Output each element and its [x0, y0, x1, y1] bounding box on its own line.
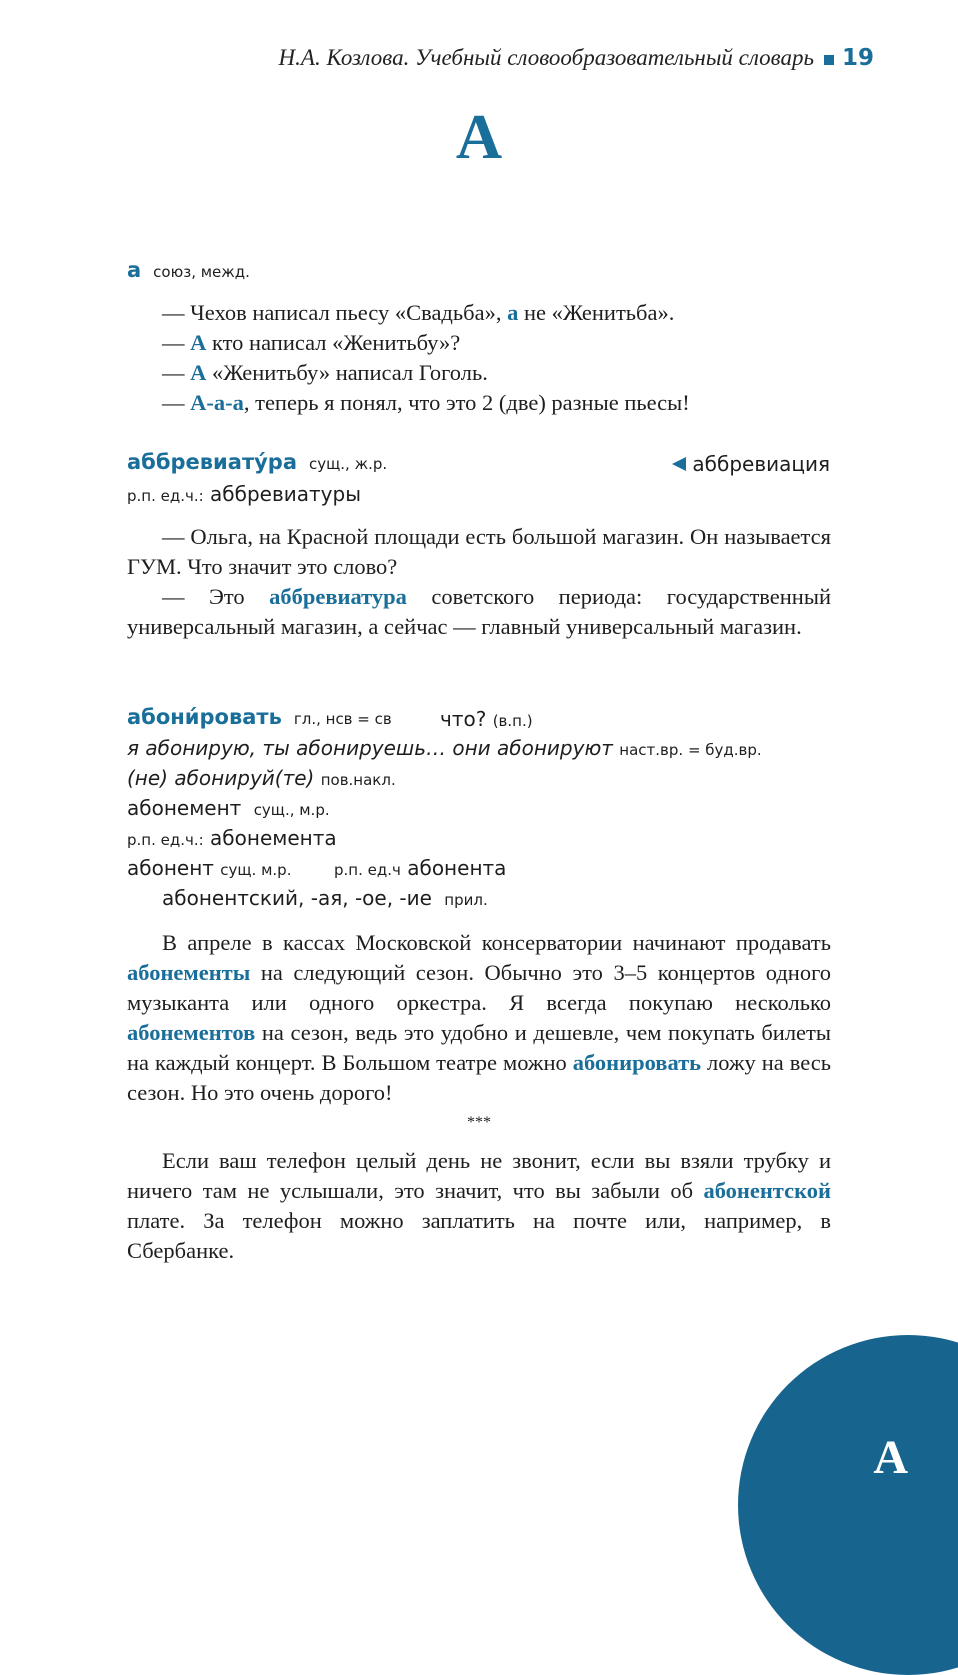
- gen-label: р.п. ед.ч: [334, 861, 401, 879]
- page-number: 19: [841, 45, 874, 71]
- imperative-forms: (не) абонируй(те): [127, 766, 315, 790]
- dialog-highlight: аббревиатура: [269, 584, 407, 609]
- conjugation-line: [127, 736, 762, 760]
- derived-abonent-gen: [334, 856, 506, 880]
- dialog-text: —: [162, 330, 191, 355]
- derivation-word: аббревиация: [692, 452, 830, 476]
- question-case: (в.п.): [492, 712, 533, 730]
- dialog-a-line: [162, 388, 690, 418]
- paragraph-text: Если ваш телефон целый день не звонит, если вы взяли трубку и ничего там не услышали, это значит, что вы забыли об: [127, 1148, 831, 1203]
- derived-grammar: сущ., м.р.: [253, 801, 330, 819]
- government-question: [440, 707, 533, 731]
- dialog-text: советского периода: государственный универсальный магазин, а сейчас — главный универсальный магазин.: [127, 584, 831, 639]
- entry-abbreviatura-head: [127, 450, 387, 474]
- paragraph-text: на следующий сезон. Обычно это 3–5 концертов одного музыканта или одного оркестра. Я всегда покупаю несколько: [127, 960, 831, 1015]
- corner-tab: [738, 1335, 958, 1675]
- entry-a-head: [127, 258, 250, 282]
- derived-abonent: [127, 856, 291, 880]
- gen-form: абонемента: [210, 826, 337, 850]
- grammar-a: союз, межд.: [153, 263, 250, 281]
- dialog-text: — Ольга, на Красной площади есть большой магазин. Он называется ГУМ. Что значит это слово?: [127, 524, 831, 579]
- derived-abonement: [127, 796, 330, 820]
- dialog-text: —: [162, 360, 191, 385]
- gen-form-abbreviatura: [127, 482, 361, 506]
- paragraph-text: на сезон, ведь это удобно и дешевле, чем покупать билеты на каждый концерт. В Большом театре можно: [127, 1020, 831, 1075]
- highlighted-term: абонементов: [127, 1020, 256, 1045]
- derived-abonement-gen: [127, 826, 337, 850]
- headword-a: а: [127, 258, 142, 282]
- imperative-line: [127, 766, 396, 790]
- dialog-a-line: [162, 298, 674, 328]
- running-title: Н.А. Козлова. Учебный словообразовательный словарь: [278, 45, 814, 70]
- dialog-abbreviatura-2: [127, 582, 831, 642]
- grammar-abbreviatura: сущ., ж.р.: [309, 455, 388, 473]
- dialog-text: «Женитьбу» написал Гоголь.: [206, 360, 488, 385]
- dialog-text: не «Женитьба».: [518, 300, 675, 325]
- conjugation-forms: я абонирую, ты абонируешь… они абонируют: [127, 736, 613, 760]
- highlighted-term: абонементы: [127, 960, 251, 985]
- derived-abonentsky: [162, 886, 488, 910]
- dialog-highlight: а: [507, 300, 519, 325]
- entry-abonirovat-head: [127, 705, 392, 729]
- corner-tab-letter: А: [873, 1431, 908, 1484]
- dialog-highlight: А-а-а: [190, 390, 244, 415]
- dialog-text: — Чехов написал пьесу «Свадьба»,: [162, 300, 508, 325]
- example-paragraph-1: [127, 928, 831, 1108]
- paragraph-text: ложу на весь сезон. Но это очень дорого!: [127, 1050, 832, 1105]
- paragraph-text: плате. За телефон можно заплатить на почте или, например, в Сбербанке.: [127, 1208, 831, 1263]
- dialog-a-line: [162, 358, 488, 388]
- separator: ***: [467, 1114, 491, 1131]
- dialog-text: кто написал «Женитьбу»?: [206, 330, 461, 355]
- running-header: [279, 45, 874, 71]
- highlighted-term: абонировать: [572, 1050, 702, 1075]
- section-letter: А: [455, 101, 503, 172]
- grammar-abonirovat: гл., нсв = св: [293, 710, 392, 728]
- dialog-text: , теперь я понял, что это 2 (две) разные пьесы!: [243, 390, 690, 415]
- conjugation-note: наст.вр. = буд.вр.: [619, 741, 762, 759]
- derived-word: абонент: [127, 856, 214, 880]
- derived-word: абонемент: [127, 796, 242, 820]
- derivation-arrow-icon: [672, 457, 686, 471]
- dialog-highlight: А: [190, 330, 207, 355]
- highlighted-term: абонентской: [703, 1178, 831, 1203]
- derivation-source: [672, 452, 830, 476]
- derived-grammar: сущ. м.р.: [220, 861, 292, 879]
- header-square-icon: [824, 55, 834, 65]
- gen-label: р.п. ед.ч.:: [127, 487, 204, 505]
- headword-abbreviatura: аббревиату́ра: [127, 450, 298, 474]
- headword-abonirovat: абони́ровать: [127, 705, 282, 729]
- paragraph-text: В апреле в кассах Московской консерватории начинают продавать: [162, 930, 831, 955]
- dialog-text: —: [162, 390, 191, 415]
- derived-grammar: прил.: [444, 891, 488, 909]
- dialog-highlight: А: [190, 360, 207, 385]
- gen-form: аббревиатуры: [210, 482, 361, 506]
- dialog-abbreviatura-1: [127, 522, 831, 582]
- derived-word: абонентский, -ая, -ое, -ие: [162, 886, 432, 910]
- gen-form: абонента: [407, 856, 507, 880]
- dialog-a-line: [162, 328, 460, 358]
- dialog-text: — Это: [162, 584, 270, 609]
- example-paragraph-2: [127, 1146, 831, 1266]
- gen-label: р.п. ед.ч.:: [127, 831, 204, 849]
- imperative-note: пов.накл.: [320, 771, 396, 789]
- question-word: что?: [440, 707, 487, 731]
